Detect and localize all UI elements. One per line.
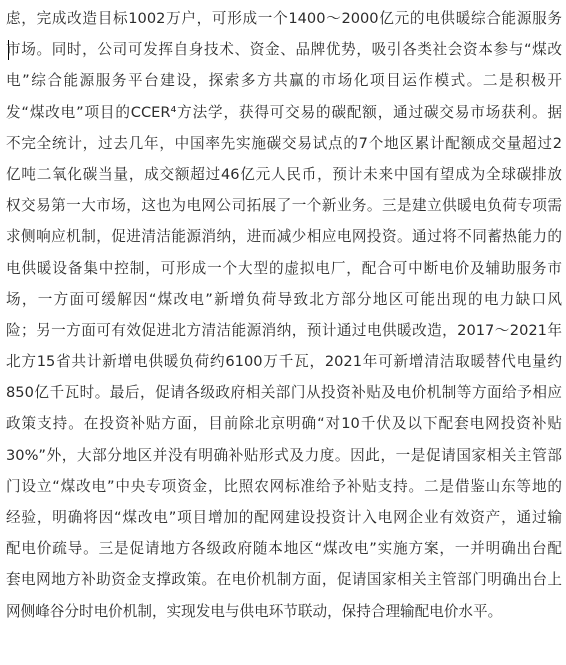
text-line: 30%”外，大部分地区并没有明确补贴形式及力度。因此，一是促请国家相关主管部 [6, 446, 562, 464]
text-line: 权交易第一大市场，这也为电网公司拓展了一个新业务。三是建立供暖电负荷专项需 [6, 197, 562, 215]
text-line: 发“煤改电”项目的CCER⁴方法学，获得可交易的碳配额，通过碳交易市场获利。据 [6, 103, 562, 121]
text-line: 求侧响应机制，促进清洁能源消纳，进而减少相应电网投资。通过将不同蓄热能力的 [6, 228, 562, 246]
text-line: 北方15省共计新增电供暖负荷约6100万千瓦，2021年可新增清洁取暖替代电量约 [6, 353, 562, 371]
text-line: 虑，完成改造目标1002万户，可形成一个1400～2000亿元的电供暖综合能源服务 [6, 10, 562, 27]
text-line: 850亿千瓦时。最后，促请各级政府相关部门从投资补贴及电价机制等方面给予相应 [6, 384, 562, 402]
text-line: 门设立“煤改电”中央专项资金，比照农网标准给予补贴支持。二是借鉴山东等地的 [6, 477, 562, 495]
text-line: 政策支持。在投资补贴方面，目前除北京明确“对10千伏及以下配套电网投资补贴 [6, 415, 562, 433]
text-line: 亿吨二氧化碳当量，成交额超过46亿元人民币，预计未来中国有望成为全球碳排放 [6, 165, 562, 183]
text-line: 场，一方面可缓解因“煤改电”新增负荷导致北方部分地区可能出现的电力缺口风 [6, 290, 562, 308]
text-line: 配电价疏导。三是促请地方各级政府随本地区“煤改电”实施方案，一并明确出台配 [6, 540, 562, 558]
text-line: 套电网地方补助资金支撑政策。在电价机制方面，促请国家相关主管部门明确出台上 [6, 571, 562, 589]
text-line: 电”综合能源服务平台建设，探索多方共赢的市场化项目运作模式。二是积极开 [6, 72, 562, 90]
text-line: 市场。同时，公司可发挥自身技术、资金、品牌优势，吸引各类社会资本参与“煤改 [6, 41, 562, 59]
text-line: 电供暖设备集中控制，可形成一个大型的虚拟电厂，配合可中断电价及辅助服务市 [6, 259, 562, 277]
text-line: 险；另一方面可有效促进北方清洁能源消纳，预计通过电供暖改造，2017～2021年 [6, 321, 562, 339]
text-line: 经验，明确将因“煤改电”项目增加的配网建设投资计入电网企业有效资产，通过输 [6, 509, 562, 526]
body-paragraph [6, 3, 562, 627]
text-line: 不完全统计，过去几年，中国率先实施碳交易试点的7个地区累计配额成交量超过2 [6, 134, 562, 152]
text-line: 网侧峰谷分时电价机制，实现发电与供电环节联动，保持合理输配电价水平。 [6, 602, 503, 620]
